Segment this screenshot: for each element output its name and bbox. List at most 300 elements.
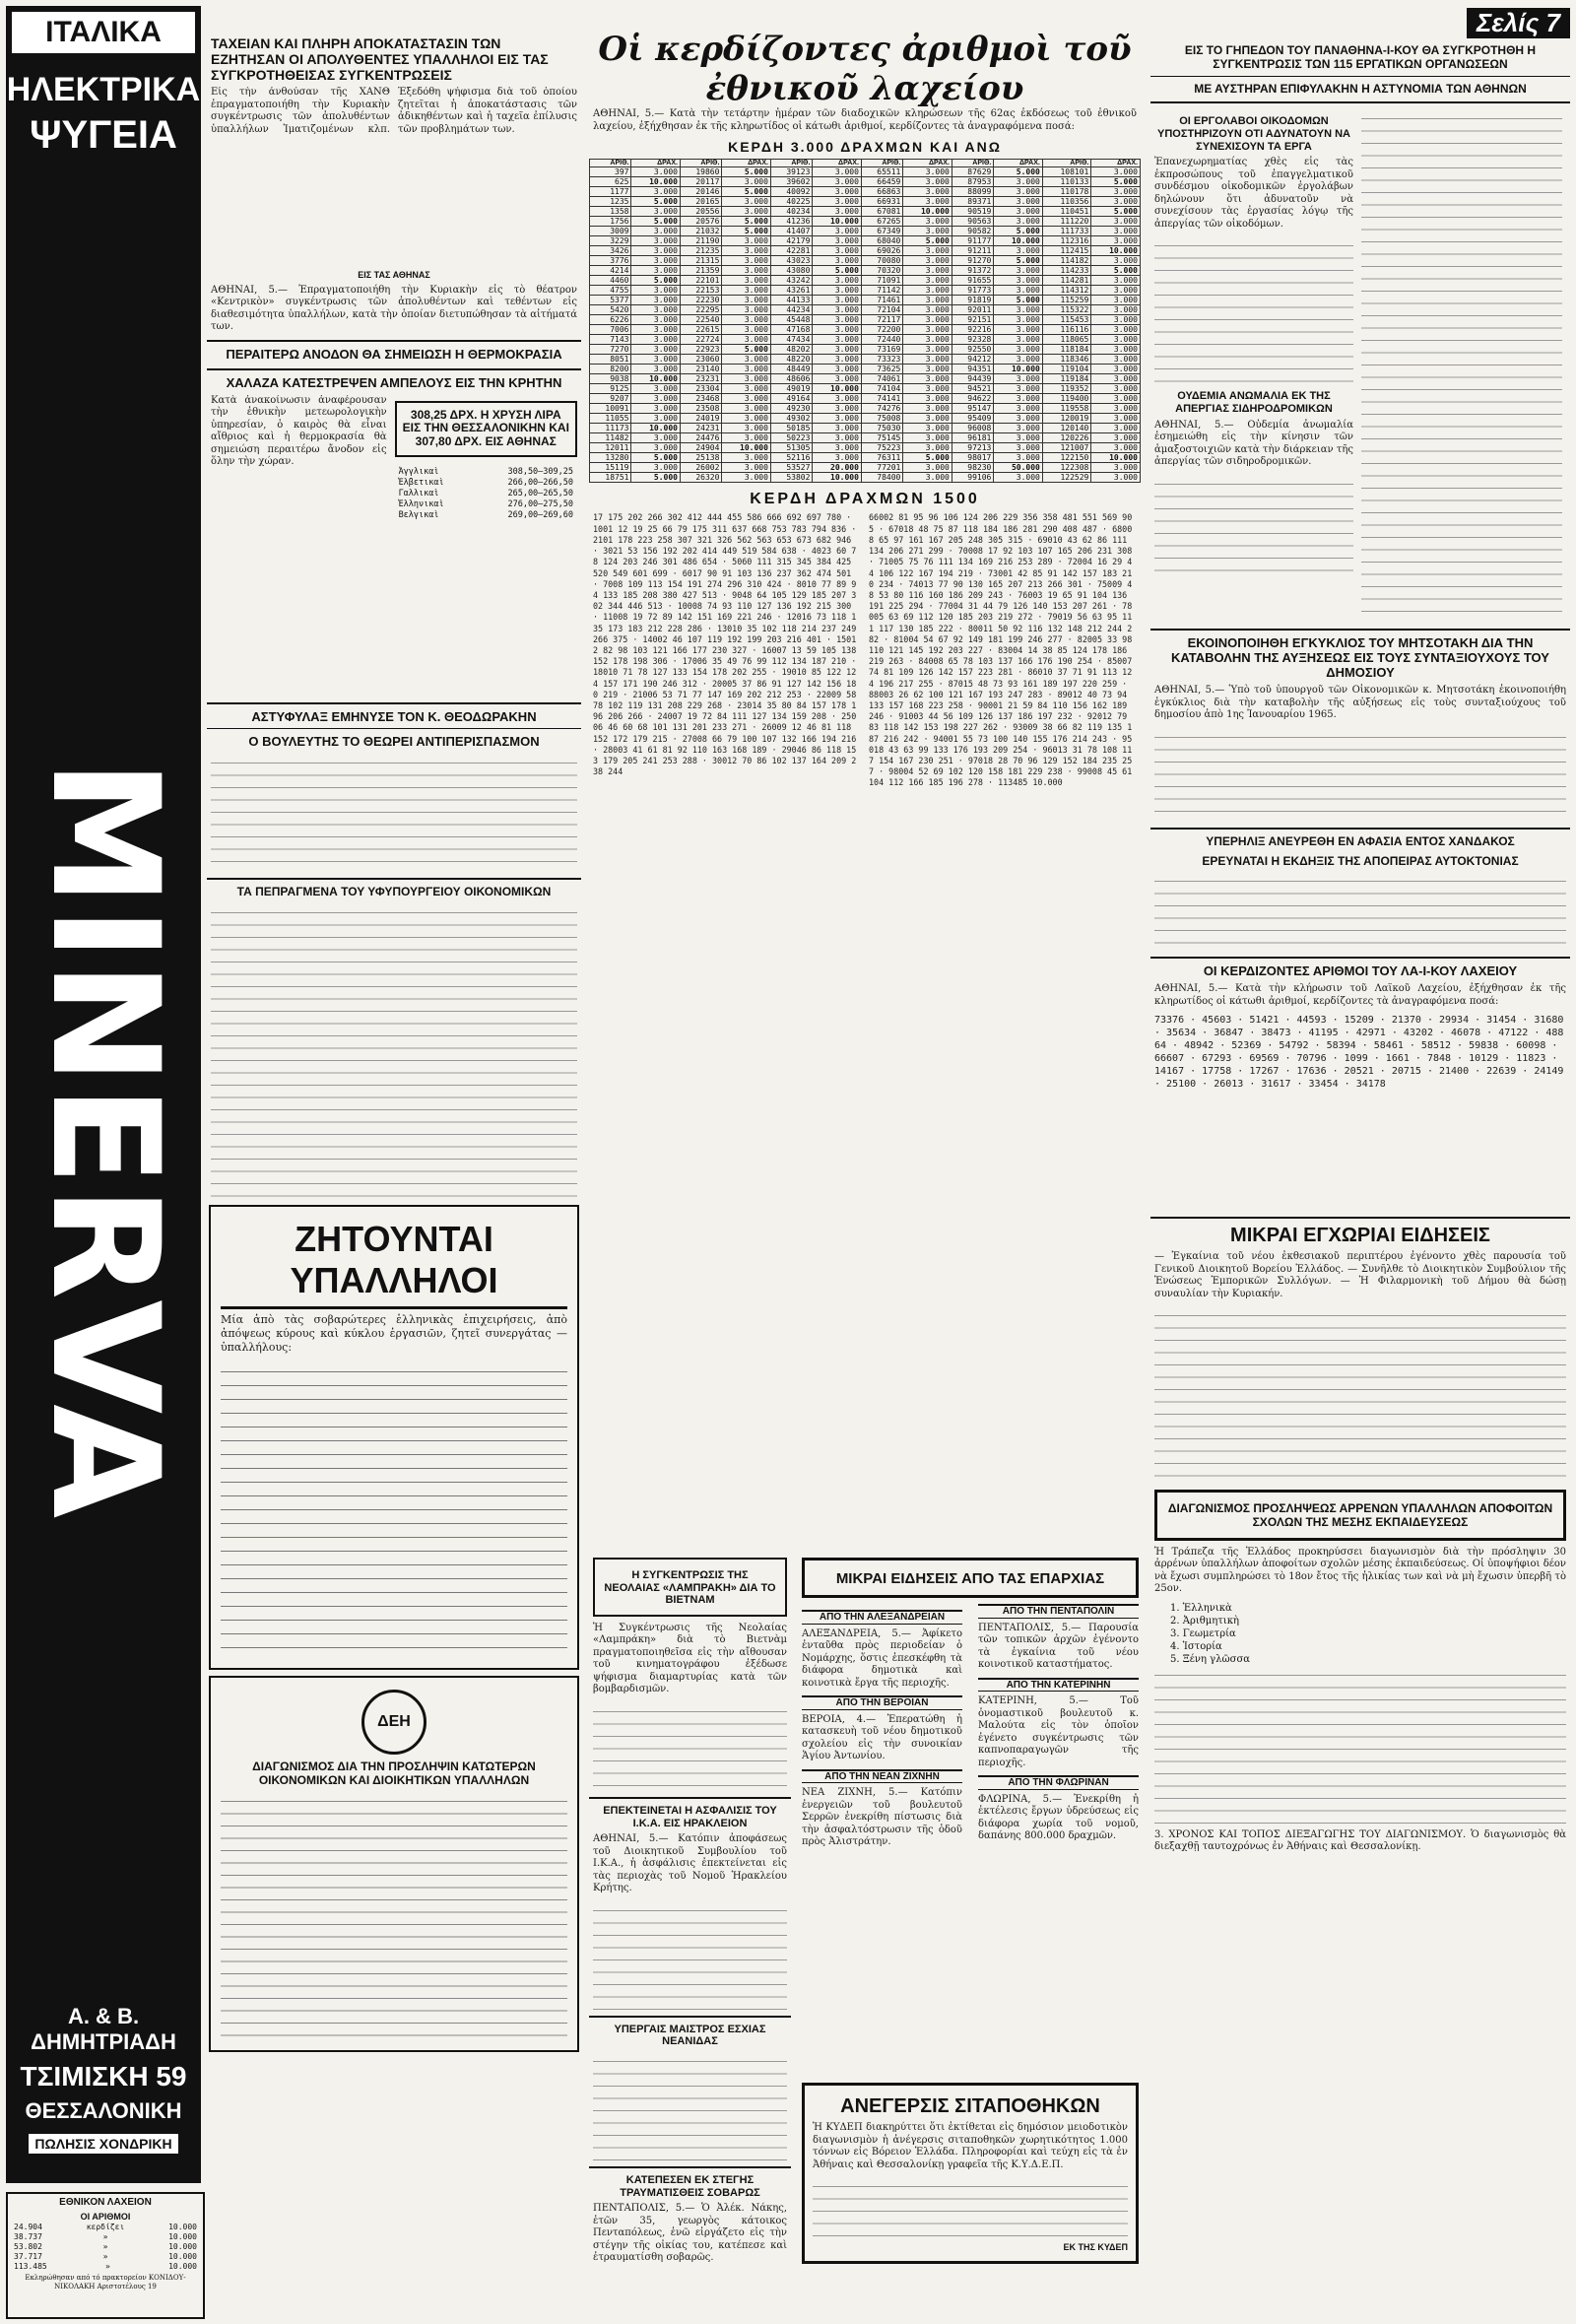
lottery-table-cell: 3.000: [994, 345, 1043, 355]
lottery-1500-left: 17 175 202 266 302 412 444 455 586 666 692 697 780 · 1001 12 19 25 66 79 175 311 637 668 753 783 794 836 · 2101 178 223 258 307 321 326 562 563 653 673 682 946 · 3021 53 156 192 202 414 449 519 584 638 · 4023 60 78 124 203 246 301 486 654 · 5060 111 315 345 384 425 520 549 601 699 · 6017 90 91 103 136 237 362 474 501 · 7008 109 113 154 191 274 296 310 424 · 8010 77 89 94 133 185 208 380 427 513 · 9048 64 105 129 185 207 302 344 446 513 · 10008 74 93 110 127 136 192 215 300 · 11008 19 72 89 142 151 169 221 246 · 12016 73 118 135 173 183 212 228 286 · 13010 35 102 118 214 237 249 266 375 · 14002 46 107 119 192 199 203 216 401 · 15012 82 98 103 121 166 177 230 327 · 16007 13 59 105 138 152 178 198 306 · 17006 35 49 76 99 112 134 187 210 · 18010 71 78 127 133 154 178 202 255 · 19010 85 122 124 157 171 190 246 312 · 20005 37 86 91 127 142 156 180 219 · 21006 53 71 77 147 169 202 212 253 · 22009 58 78 102 119 131 208 229 268 · 23014 35 80 84 157 178 196 206 266 · 24007 19 72 84 111 127 134 159 208 · 25006 46 60 68 101 131 201 233 271 · 26009 12 46 81 118 152 172 179 215 · 27008 66 79 100 107 132 166 194 216 · 28003 41 61 81 92 110 163 168 189 · 29046 86 118 153 179 205 241 253 288 · 30012 70 86 102 137 164 209 238 244: [593, 512, 857, 777]
lottery-box-label: »: [102, 2251, 108, 2261]
lottery-table-cell: 3.000: [1091, 374, 1141, 384]
lottery-table-cell: 78400: [861, 473, 902, 483]
lottery-table-cell: 10.000: [631, 177, 681, 187]
lottery-table-cell: 67265: [861, 217, 902, 227]
lottery-table-cell: 90563: [952, 217, 993, 227]
lottery-table-row: [590, 404, 1141, 414]
article-rail-filler: [1154, 475, 1353, 573]
article-ika-filler: [593, 1901, 787, 2010]
lottery-table-cell: 20165: [680, 197, 721, 207]
lottery-table-cell: 11482: [590, 433, 631, 443]
lottery-table-cell: 3.000: [813, 286, 862, 296]
lottery-table-cell: 5.000: [722, 187, 771, 197]
lottery-table-cell: 3.000: [903, 443, 952, 453]
lottery-table-cell: 3.000: [1091, 365, 1141, 374]
headline-temperature: ΠΕΡΑΙΤΕΡΩ ΑΝΟΔΟΝ ΘΑ ΣΗΜΕΙΩΣΗ Η ΘΕΡΜΟΚΡΑΣΙΑ: [226, 346, 562, 362]
article-youth-filler: [593, 1702, 787, 1791]
lottery-table-cell: 111220: [1042, 217, 1091, 227]
lottery-table-cell: 3.000: [631, 394, 681, 404]
lottery-table-cell: 10.000: [813, 473, 862, 483]
lottery-table-cell: 50223: [770, 433, 812, 443]
lottery-table-cell: 74061: [861, 374, 902, 384]
lottery-table-row: [590, 365, 1141, 374]
lottery-table-row: [590, 276, 1141, 286]
lottery-table-cell: 3.000: [813, 404, 862, 414]
lottery-table-cell: 3.000: [722, 424, 771, 433]
lottery-table-cell: 3.000: [994, 315, 1043, 325]
lottery-table-cell: 19860: [680, 167, 721, 177]
minerva-refrigerator-ad: [6, 6, 201, 2183]
lottery-table-cell: 3.000: [903, 305, 952, 315]
lottery-table-cell: 10.000: [903, 207, 952, 217]
article-policeman: [211, 754, 577, 872]
gold-headline: 308,25 ΔΡΧ. Η ΧΡΥΣΗ ΛΙΡΑ ΕΙΣ ΤΗΝ ΘΕΣΣΑΛΟΝΙΚΗΝ ΚΑΙ 307,80 ΔΡΧ. ΕΙΣ ΑΘΗΝΑΣ: [402, 407, 569, 449]
lottery-table-cell: 3.000: [813, 207, 862, 217]
lottery-table-cell: 3.000: [994, 414, 1043, 424]
gold-sovereign-box: [395, 401, 577, 457]
lottery-table-cell: 75145: [861, 433, 902, 443]
gold-rate-name: Βελγικαὶ: [398, 509, 439, 520]
lottery-table-cell: 3.000: [631, 246, 681, 256]
lottery-table-cell: 5.000: [1091, 177, 1141, 187]
lottery-table-cell: 3.000: [1091, 394, 1141, 404]
lottery-table-cell: 98017: [952, 453, 993, 463]
ad-address: [6, 2004, 201, 2154]
lottery-table-cell: 5.000: [722, 345, 771, 355]
lottery-box-amount: 10.000: [168, 2222, 197, 2231]
lottery-table-cell: 3.000: [813, 414, 862, 424]
lottery-table-cell: 3.000: [722, 453, 771, 463]
lottery-table-cell: 3.000: [994, 404, 1043, 414]
lottery-table-cell: 3.000: [903, 217, 952, 227]
bank-competition-box: [1154, 1490, 1566, 1541]
ad-brand-vertical: MINERVA: [19, 759, 190, 1519]
lottery-table-cell: 3.000: [903, 187, 952, 197]
lottery-table-cell: 22923: [680, 345, 721, 355]
lottery-table-row: [590, 463, 1141, 473]
lottery-table-cell: 1756: [590, 217, 631, 227]
lottery-table-cell: 49302: [770, 414, 812, 424]
lottery-table-cell: 90519: [952, 207, 993, 217]
lottery-table-cell: 22724: [680, 335, 721, 345]
provincial-section-heading: ΑΠΟ ΤΗΝ ΚΑΤΕΡΙΝΗΝ: [978, 1678, 1139, 1693]
lottery-table-cell: 3009: [590, 227, 631, 236]
lottery-table-cell: 75030: [861, 424, 902, 433]
headline-policeman: ΑΣΤΥΦΥΛΑΞ ΕΜΗΝΥΣΕ ΤΟΝ Κ. ΘΕΟΔΩΡΑΚΗΝ: [251, 708, 537, 724]
lottery-table-cell: 119184: [1042, 374, 1091, 384]
lottery-table-cell: 110133: [1042, 177, 1091, 187]
lottery-table-cell: 91655: [952, 276, 993, 286]
lottery-table-cell: 71461: [861, 296, 902, 305]
lottery-table-header: ΑΡΙΘ.: [861, 160, 902, 167]
headline-provincial-news: ΜΙΚΡΑΙ ΕΙΔΗΣΕΙΣ ΑΠΟ ΤΑΣ ΕΠΑΡΧΙΑΣ: [835, 1570, 1105, 1587]
lottery-table-cell: 3.000: [994, 305, 1043, 315]
lottery-table-cell: 5.000: [631, 473, 681, 483]
lottery-table-cell: 44133: [770, 296, 812, 305]
lottery-table-cell: 3.000: [722, 276, 771, 286]
lottery-table-cell: 3.000: [813, 453, 862, 463]
lottery-table-cell: 115259: [1042, 296, 1091, 305]
lottery-table-cell: 12011: [590, 443, 631, 453]
lottery-table-cell: 3.000: [994, 453, 1043, 463]
lottery-table-cell: 119400: [1042, 394, 1091, 404]
lottery-box-amount: 10.000: [168, 2261, 197, 2271]
lottery-table-cell: 120019: [1042, 414, 1091, 424]
lottery-table-cell: 3.000: [994, 443, 1043, 453]
lottery-table-cell: 3.000: [722, 433, 771, 443]
ad-sales: ΠΩΛΗΣΙΣ ΧΟΝΔΡΙΚΗ: [29, 2134, 177, 2154]
lottery-table-title: ΚΕΡΔΗ 3.000 ΔΡΑΧΜΩΝ ΚΑΙ ΑΝΩ: [728, 139, 1002, 155]
gold-rate-row: [399, 489, 573, 499]
lottery-table-header: ΔΡΑΧ.: [722, 160, 771, 167]
lottery-table-cell: 3.000: [1091, 463, 1141, 473]
gold-rate-value: 308,50—309,25: [507, 466, 573, 477]
lottery-table-cell: 3.000: [903, 433, 952, 443]
lottery-table-cell: 5.000: [903, 453, 952, 463]
provincial-section-heading: ΑΠΟ ΤΗΝ ΑΛΕΞΑΝΔΡΕΙΑΝ: [802, 1610, 962, 1625]
lottery-table-cell: 3.000: [813, 187, 862, 197]
gold-rate-value: 266,00—266,50: [507, 477, 573, 488]
lottery-table-cell: 23060: [680, 355, 721, 365]
lottery-table-cell: 3.000: [903, 197, 952, 207]
lottery-table-cell: 43023: [770, 256, 812, 266]
lottery-table-cell: 77201: [861, 463, 902, 473]
bank-exam-subject: 1. Ἑλληνικὰ: [1170, 1602, 1232, 1614]
lottery-table-cell: 3.000: [722, 404, 771, 414]
lottery-box-label: »: [102, 2241, 108, 2251]
lottery-table-cell: 119104: [1042, 365, 1091, 374]
lottery-table-cell: 3.000: [631, 286, 681, 296]
lottery-table-cell: 72200: [861, 325, 902, 335]
lottery-table-cell: 91773: [952, 286, 993, 296]
lottery-table-cell: 3.000: [903, 167, 952, 177]
gold-rate-row: [399, 499, 573, 510]
lottery-table-cell: 3.000: [722, 286, 771, 296]
lottery-table-cell: 87953: [952, 177, 993, 187]
lottery-table-cell: 3.000: [631, 305, 681, 315]
provincial-section-body: ΑΛΕΞΑΝΔΡΕΙΑ, 5.— Ἀφίκετο ἐνταῦθα πρὸς περιοδείαν ὁ Νομάρχης, ὅστις ἐπεσκέφθη τὰ διάφορα δημοτικὰ καὶ κοινοτικὰ ἔργα τῆς περιοχῆς.: [802, 1627, 962, 1689]
ad-line2: ΨΥΓΕΙΑ: [30, 113, 177, 157]
lottery-table-cell: 75008: [861, 414, 902, 424]
lottery-box-num: 37.717: [14, 2251, 42, 2261]
lottery-table-cell: 4755: [590, 286, 631, 296]
article-wanted-details: [221, 1361, 567, 1656]
bank-exam-subject: 5. Ξένη γλῶσσα: [1170, 1653, 1251, 1665]
lottery-table-cell: 10.000: [813, 217, 862, 227]
lottery-table-cell: 5.000: [813, 266, 862, 276]
lottery-table-header: ΑΡΙΘ.: [770, 160, 812, 167]
gold-rate-name: Ἀγγλικαὶ: [398, 466, 439, 477]
lottery-table-cell: 48202: [770, 345, 812, 355]
lottery-table-cell: 110178: [1042, 187, 1091, 197]
lottery-table-cell: 3.000: [722, 384, 771, 394]
lottery-table-cell: 3.000: [1091, 296, 1141, 305]
lottery-table-cell: 3.000: [1091, 414, 1141, 424]
lottery-box-row: [14, 2252, 197, 2262]
lottery-table-row: [590, 296, 1141, 305]
lottery-table-cell: 3.000: [903, 355, 952, 365]
lottery-table-row: [590, 345, 1141, 355]
lottery-table-cell: 91270: [952, 256, 993, 266]
lottery-table-header: ΔΡΑΧ.: [631, 160, 681, 167]
lottery-table-cell: 92216: [952, 325, 993, 335]
lottery-table-cell: 9207: [590, 394, 631, 404]
dei-logo: ΔΕΗ: [361, 1690, 427, 1755]
lottery-table-cell: 94212: [952, 355, 993, 365]
lottery-table-cell: 94439: [952, 374, 993, 384]
lottery-table-cell: 52116: [770, 453, 812, 463]
lottery-table-cell: 114281: [1042, 276, 1091, 286]
lottery-table-cell: 3.000: [1091, 167, 1141, 177]
lottery-table-cell: 3.000: [903, 335, 952, 345]
provincial-news-sections: [798, 1604, 1143, 2077]
lottery-table-cell: 3.000: [1091, 424, 1141, 433]
lottery-table-cell: 68040: [861, 236, 902, 246]
lottery-table-cell: 3.000: [631, 443, 681, 453]
lottery-table-cell: 53802: [770, 473, 812, 483]
lottery-table-cell: 20556: [680, 207, 721, 217]
lottery-table-cell: 5.000: [631, 276, 681, 286]
lottery-table-cell: 70080: [861, 256, 902, 266]
lottery-table-cell: 3.000: [994, 246, 1043, 256]
lottery-table-cell: 65511: [861, 167, 902, 177]
lottery-table-cell: 3.000: [631, 433, 681, 443]
lottery-table-cell: 3.000: [813, 236, 862, 246]
gold-rate-name: Ἑλβετικαὶ: [398, 477, 444, 488]
lottery-table-cell: 3.000: [631, 404, 681, 414]
lottery-table-cell: 5.000: [1091, 266, 1141, 276]
silo-sign: ΕΚ ΤΗΣ ΚΥΔΕΠ: [1063, 2242, 1128, 2253]
headline-local-news: ΜΙΚΡΑΙ ΕΓΧΩΡΙΑΙ ΕΙΔΗΣΕΙΣ: [1230, 1225, 1490, 1247]
lottery-table-cell: 3.000: [1091, 286, 1141, 296]
lottery-table-cell: 3.000: [813, 325, 862, 335]
lottery-table-cell: 67349: [861, 227, 902, 236]
lottery-table-cell: 3.000: [1091, 305, 1141, 315]
article-bank-filler: [1154, 1666, 1566, 1824]
lottery-table-cell: 3.000: [994, 276, 1043, 286]
lottery-table-row: [590, 187, 1141, 197]
lottery-table-cell: 24904: [680, 443, 721, 453]
gold-rates-list: [391, 463, 581, 525]
lottery-table-cell: 3776: [590, 256, 631, 266]
article-midwife: [593, 2052, 787, 2160]
lottery-table-cell: 111733: [1042, 227, 1091, 236]
ad-city: ΘΕΣΣΑΛΟΝΙΚΗ: [25, 2098, 182, 2123]
article-ika: ΑΘΗΝΑΙ, 5.— Κατόπιν ἀποφάσεως τοῦ Διοικητικοῦ Συμβουλίου τοῦ Ι.Κ.Α., ἡ ἀσφάλισις ἐπεκτείνεται εἰς τὰς περιοχὰς τοῦ Νομοῦ Ἡρακλείου Κρήτης.: [593, 1833, 787, 1894]
lottery-table-row: [590, 325, 1141, 335]
lottery-table-cell: 43080: [770, 266, 812, 276]
lottery-table-cell: 3.000: [722, 473, 771, 483]
lottery-table-cell: 3.000: [813, 177, 862, 187]
lottery-table-cell: 97213: [952, 443, 993, 453]
lottery-table-cell: 3.000: [1091, 335, 1141, 345]
lottery-table-cell: 8200: [590, 365, 631, 374]
headline-finance-ministry: ΤΑ ΠΕΠΡΑΓΜΕΝΑ ΤΟΥ ΥΦΥΠΟΥΡΓΕΙΟΥ ΟΙΚΟΝΟΜΙΚΩΝ: [236, 885, 552, 899]
lottery-table-cell: 3.000: [813, 424, 862, 433]
lottery-table-cell: 3.000: [1091, 276, 1141, 286]
gold-rate-name: Γαλλικαὶ: [398, 488, 439, 498]
lottery-table-cell: 5.000: [903, 236, 952, 246]
gold-rate-row: [399, 510, 573, 521]
lottery-table-cell: 73323: [861, 355, 902, 365]
lottery-table-cell: 47434: [770, 335, 812, 345]
lottery-table-cell: 18751: [590, 473, 631, 483]
lottery-table-cell: 5.000: [722, 217, 771, 227]
lottery-table-cell: 3.000: [1091, 256, 1141, 266]
lottery-table-cell: 3.000: [903, 414, 952, 424]
lottery-table-cell: 89371: [952, 197, 993, 207]
headline-bank-competition: ΔΙΑΓΩΝΙΣΜΟΣ ΠΡΟΣΛΗΨΕΩΣ ΑΡΡΕΝΩΝ ΥΠΑΛΛΗΛΩΝ ΑΠΟΦΟΙΤΩΝ ΣΧΟΛΩΝ ΤΗΣ ΜΕΣΗΣ ΕΚΠΑΙΔΕΥΣΕΩΣ: [1167, 1501, 1553, 1530]
lottery-table-cell: 6226: [590, 315, 631, 325]
headline-fell-roof: ΚΑΤΕΠΕΣΕΝ ΕΚ ΣΤΕΓΗΣ ΤΡΑΥΜΑΤΙΣΘΕΙΣ ΣΟΒΑΡΩΣ: [620, 2173, 760, 2199]
lottery-table-cell: 10.000: [631, 424, 681, 433]
lottery-table-row: [590, 433, 1141, 443]
lottery-box-amount: 10.000: [168, 2231, 197, 2241]
lottery-table-cell: 91819: [952, 296, 993, 305]
lottery-box-rows: [8, 2223, 203, 2272]
lottery-table-cell: 9038: [590, 374, 631, 384]
lottery-table-cell: 42281: [770, 246, 812, 256]
lottery-table-cell: 21190: [680, 236, 721, 246]
headline-youth-rally: Η ΣΥΓΚΕΝΤΡΩΣΙΣ ΤΗΣ ΝΕΟΛΑΙΑΣ «ΛΑΜΠΡΑΚΗ» ΔΙΑ ΤΟ ΒΙΕΤΝΑΜ: [604, 1569, 776, 1607]
lottery-table-cell: 10.000: [631, 374, 681, 384]
lottery-table-cell: 3.000: [994, 266, 1043, 276]
lottery-table-cell: 5420: [590, 305, 631, 315]
ad-company: Α. & Β. ΔΗΜΗΤΡΙΑΔΗ: [31, 2004, 176, 2054]
lottery-table-cell: 3.000: [813, 345, 862, 355]
lottery-table-cell: 95409: [952, 414, 993, 424]
lottery-table-cell: 3.000: [1091, 384, 1141, 394]
provincial-section-heading: ΑΠΟ ΤΗΝ ΝΕΑΝ ΖΙΧΝΗΝ: [802, 1769, 962, 1784]
lottery-table-cell: 76311: [861, 453, 902, 463]
lottery-table-cell: 3.000: [903, 463, 952, 473]
lottery-table-cell: 43261: [770, 286, 812, 296]
lottery-table-cell: 1358: [590, 207, 631, 217]
lottery-table-cell: 3.000: [994, 374, 1043, 384]
lottery-table-cell: 3.000: [631, 414, 681, 424]
lottery-table-cell: 3.000: [903, 276, 952, 286]
article-contractors-filler: [1154, 236, 1353, 384]
lottery-table-cell: 5.000: [631, 217, 681, 227]
lottery-table-cell: 3.000: [722, 394, 771, 404]
lottery-table-cell: 3.000: [903, 325, 952, 335]
lottery-table-cell: 22101: [680, 276, 721, 286]
lottery-table-cell: 3.000: [903, 394, 952, 404]
lottery-table-cell: 3.000: [1091, 473, 1141, 483]
lottery-table-cell: 3.000: [903, 177, 952, 187]
lottery-table-cell: 3.000: [1091, 197, 1141, 207]
lottery-table-cell: 3.000: [813, 276, 862, 286]
lottery-table-cell: 5.000: [994, 227, 1043, 236]
lottery-table-cell: 3.000: [903, 365, 952, 374]
lottery-table-cell: 3.000: [722, 177, 771, 187]
lottery-table-cell: 74104: [861, 384, 902, 394]
lottery-table-cell: 66863: [861, 187, 902, 197]
lottery-table-cell: 3.000: [631, 325, 681, 335]
lottery-table-cell: 95147: [952, 404, 993, 414]
headline-elder-found: ΥΠΕΡΗΛΙΞ ΑΝΕΥΡΕΘΗ ΕΝ ΑΦΑΣΙΑ ΕΝΤΟΣ ΧΑΝΔΑΚΟΣ: [1206, 833, 1515, 848]
article-fell-roof: ΠΕΝΤΑΠΟΛΙΣ, 5.— Ὁ Ἀλέκ. Νάκης, ἐτῶν 35, γεωργὸς κάτοικος Πενταπόλεως, ἐνῶ εἰργάζετο εἰς τὴν στέγην τῆς οἰκίας του, κατέπεσε καὶ ἐτραυματίσθη σοβαρῶς.: [593, 2203, 787, 2264]
lottery-table-cell: 8051: [590, 355, 631, 365]
provincial-section-body: ΠΕΝΤΑΠΟΛΙΣ, 5.— Παρουσία τῶν τοπικῶν ἀρχῶν ἐγένοντο τὰ ἐγκαίνια τοῦ νέου κοινοτικοῦ καταστήματος.: [978, 1622, 1139, 1671]
lottery-table-cell: 3.000: [813, 365, 862, 374]
lottery-table-cell: 115453: [1042, 315, 1091, 325]
lottery-table-cell: 9125: [590, 384, 631, 394]
article-mitsotakis: ΑΘΗΝΑΙ, 5.— Ὑπὸ τοῦ ὑπουργοῦ τῶν Οἰκονομικῶν κ. Μητσοτάκη ἐκοινοποιήθη ἐγκύκλιος διὰ τὴν καταβολὴν τῆς αὐξήσεως εἰς τοὺς συνταξιούχους τοῦ δημοσίου ἀπὸ 1ης Ἰανουαρίου 1965.: [1154, 685, 1566, 721]
lottery-table-cell: 3.000: [722, 246, 771, 256]
lottery-table-cell: 3.000: [994, 424, 1043, 433]
lottery-table-cell: 3.000: [722, 296, 771, 305]
headline-apolythentes: ΤΑΧΕΙΑΝ ΚΑΙ ΠΛΗΡΗ ΑΠΟΚΑΤΑΣΤΑΣΙΝ ΤΩΝ ΕΖΗΤΗΣΑΝ ΟΙ ΑΠΟΛΥΘΕΝΤΕΣ ΥΠΑΛΛΗΛΟΙ ΕΙΣ ΤΑΣ ΣΥΓΚΡΟΤΗΘΕΙΣΑΣ ΣΥΓΚΕΝΤΡΩΣΕΙΣ: [211, 35, 549, 84]
lottery-box-footer: Εκληρώθησαν από τό πρακτορείον ΚΟΝΙΔΟΥ-ΝΙΚΟΛΑΚΗ Αριστοτέλους 19: [25, 2273, 186, 2291]
provincial-section-heading: ΑΠΟ ΤΗΝ ΒΕΡΟΙΑΝ: [802, 1695, 962, 1710]
article-weather: Κατὰ ἀνακοίνωσιν ἀναφέρουσαν τὴν ἐθνικὴν μετεωρολογικὴν ὑπηρεσίαν, ὁ καιρὸς θὰ εἶναι αἴθριος καὶ ἡ θερμοκρασία θὰ σημειώση περαιτέρω ἄνοδον εἰς ὅλην τὴν χώραν.: [211, 394, 387, 467]
column-3-lower: [589, 1552, 791, 2271]
lottery-table-cell: 26002: [680, 463, 721, 473]
lottery-table-cell: 119352: [1042, 384, 1091, 394]
lottery-table-cell: 10.000: [722, 443, 771, 453]
lottery-table-cell: 49019: [770, 384, 812, 394]
article-finance-ministry: [211, 903, 577, 1199]
article-mitsotakis-filler: [1154, 728, 1566, 822]
lottery-table-row: [590, 424, 1141, 433]
lottery-table-cell: 3.000: [903, 404, 952, 414]
headline-mitsotakis-circular: ΕΚΟΙΝΟΠΟΙΗΘΗ ΕΓΚΥΚΛΙΟΣ ΤΟΥ ΜΗΤΣΟΤΑΚΗ ΔΙΑ ΤΗΝ ΚΑΤΑΒΟΛΗΝ ΤΗΣ ΑΥΞΗΣΕΩΣ ΕΙΣ ΤΟΥΣ ΣΥΝΤΑΞΙΟΥΧΟΥΣ ΤΟΥ ΔΗΜΟΣΙΟΥ: [1171, 635, 1549, 681]
youth-rally-box: [593, 1558, 787, 1617]
laiko-intro: ΑΘΗΝΑΙ, 5.— Κατὰ τὴν κλήρωσιν τοῦ Λαϊκοῦ Λαχείου, ἐξήχθησαν ἐκ τῆς κληρωτίδος οἱ κάτωθι ἀριθμοί, κερδίζοντες τὰ ἀναγραφόμενα ποσά:: [1154, 983, 1566, 1007]
lottery-table-cell: 114312: [1042, 286, 1091, 296]
lottery-table-cell: 94351: [952, 365, 993, 374]
lottery-table-cell: 110451: [1042, 207, 1091, 217]
lottery-table-cell: 96008: [952, 424, 993, 433]
lottery-table-cell: 40234: [770, 207, 812, 217]
lottery-table-cell: 11055: [590, 414, 631, 424]
lottery-table-cell: 22153: [680, 286, 721, 296]
lottery-table-cell: 3.000: [903, 266, 952, 276]
lottery-table-cell: 4460: [590, 276, 631, 286]
lottery-table-cell: 5.000: [994, 296, 1043, 305]
lottery-table-cell: 115322: [1042, 305, 1091, 315]
lottery-table-cell: 120226: [1042, 433, 1091, 443]
lottery-table-cell: 66459: [861, 177, 902, 187]
lottery-table-cell: 5.000: [1091, 207, 1141, 217]
lottery-table-cell: 21032: [680, 227, 721, 236]
lottery-table-row: [590, 217, 1141, 227]
article-bank-competition: Ἡ Τράπεζα τῆς Ἑλλάδος προκηρύσσει διαγωνισμὸν διὰ τὴν πρόσληψιν 30 ἀρρένων ὑπαλλήλων ἀποφοίτων σχολῶν μέσης ἐκπαιδεύσεως. Οἱ ὑποψήφιοι δέον νὰ ἔχωσι συμπληρώσει τὸ 18ον ἔτος τῆς ἡλικίας των καὶ νὰ μὴ ἔχωσιν ὑπερβῆ τὸ 25ον.: [1154, 1546, 1566, 1595]
lottery-table-cell: 39123: [770, 167, 812, 177]
lottery-table-cell: 49164: [770, 394, 812, 404]
lottery-1500-right: 66002 81 95 96 106 124 206 229 356 358 481 551 569 905 · 67018 48 75 87 118 184 186 281 290 408 487 · 68008 65 97 161 167 205 248 305 315 · 69010 43 62 86 111 134 206 271 299 · 70008 17 92 103 107 165 206 231 308 · 71005 75 76 111 134 169 216 253 289 · 72004 16 29 44 106 122 167 194 219 · 73001 42 85 91 142 157 183 210 234 · 74013 77 90 130 165 207 213 266 301 · 75009 48 53 80 116 160 186 209 243 · 76003 19 65 91 104 136 191 225 294 · 77004 31 44 79 126 140 153 207 261 · 78005 63 69 112 120 185 203 219 272 · 79019 56 63 95 111 117 130 185 222 · 80011 50 92 116 132 148 212 244 282 · 81004 54 67 92 149 181 199 246 277 · 82005 33 98 110 121 145 192 203 227 · 83004 14 38 85 124 178 186 219 263 · 84008 65 78 103 137 166 176 190 254 · 85007 74 81 109 126 142 157 223 281 · 86010 37 71 91 113 124 196 217 255 · 87015 48 73 93 161 189 197 220 259 · 88003 26 62 100 121 167 193 247 283 · 89012 40 73 94 133 157 168 223 258 · 90001 21 59 84 110 156 162 189 246 · 91003 44 56 109 126 137 186 197 232 · 92012 79 83 118 142 153 198 227 262 · 93009 38 66 82 119 135 187 216 242 · 94001 55 73 100 140 155 176 214 243 · 95018 43 63 99 133 176 193 209 254 · 96013 31 78 108 117 154 167 230 251 · 97018 28 70 96 129 152 184 235 257 · 98004 52 69 102 120 158 181 229 238 · 99008 45 61 104 112 166 185 196 278 · 113485 10.000: [869, 512, 1133, 788]
lottery-table-cell: 50185: [770, 424, 812, 433]
lottery-table-cell: 3.000: [994, 433, 1043, 443]
lottery-table-cell: 3.000: [813, 315, 862, 325]
lottery-table-cell: 3.000: [1091, 345, 1141, 355]
lottery-table-cell: 24019: [680, 414, 721, 424]
lottery-table-header: ΔΡΑΧ.: [1091, 160, 1141, 167]
headline-mp-diversion: Ο ΒΟΥΛΕΥΤΗΣ ΤΟ ΘΕΩΡΕΙ ΑΝΤΙΠΕΡΙΣΠΑΣΜΟΝ: [248, 734, 540, 750]
lottery-table-row: [590, 414, 1141, 424]
gold-rate-row: [399, 478, 573, 489]
lottery-table-cell: 3.000: [903, 374, 952, 384]
lottery-table-cell: 51305: [770, 443, 812, 453]
headline-suicide-attempt: ΕΡΕΥΝΑΤΑΙ Η ΕΚΔΗΞΙΣ ΤΗΣ ΑΠΟΠΕΙΡΑΣ ΑΥΤΟΚΤΟΝΙΑΣ: [1202, 853, 1519, 868]
lottery-table-cell: 3.000: [903, 227, 952, 236]
lottery-table-cell: 3.000: [631, 355, 681, 365]
lottery-table-cell: 21315: [680, 256, 721, 266]
lottery-table-row: [590, 246, 1141, 256]
article-contractors: Ἐπανεχωρηματίας χθὲς εἰς τὰς ἐκπροσώπους τοῦ ἐπαγγελματικοῦ συνδέσμου οἰκοδομικῶν ἐργολάβων δηλώνουν ὅτι ἀδυνατοῦν νὰ συνεχίσουν τὰς ἐργασίας λόγῳ τῆς ἀπεργίας τῶν οἰκοδόμων.: [1154, 157, 1353, 230]
